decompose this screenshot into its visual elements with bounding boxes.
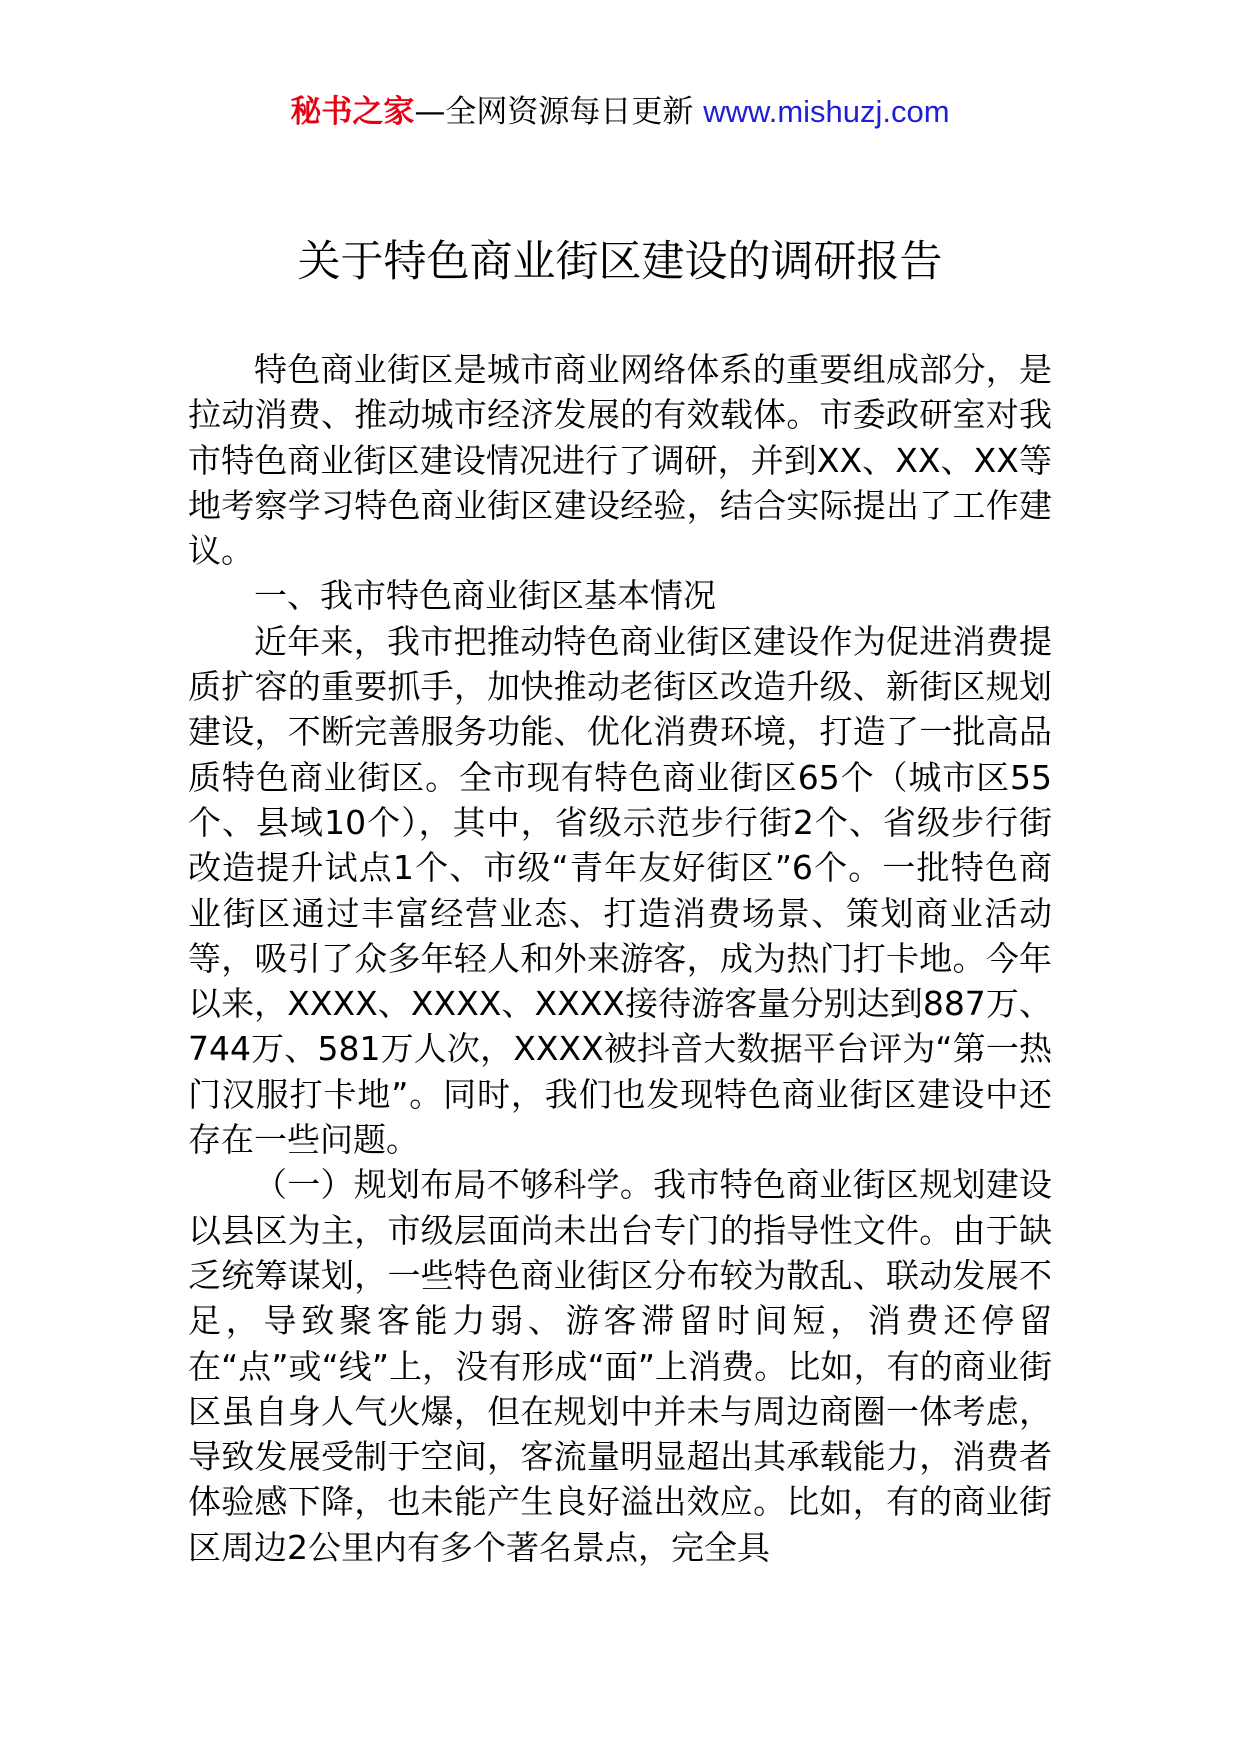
paragraph-overview: 近年来，我市把推动特色商业街区建设作为促进消费提质扩容的重要抓手，加快推动老街区改造升级、新街区规划建设，不断完善服务功能、优化消费环境，打造了一批高品质特色商业街区。全市现有特色商业街区65个（城市区55个、县域10个），其中，省级示范步行街2个、省级步行街改造提升试点1个、市级“青年友好街区”6个。一批特色商业街区通过丰富经营业态、打造消费场景、策划商业活动等，吸引了众多年轻人和外来游客，成为热门打卡地。今年以来，XXXX、XXXX、XXXX接待游客量分别达到887万、744万、581万人次，XXXX被抖音大数据平台评为“第一热门汉服打卡地”。同时，我们也发现特色商业街区建设中还存在一些问题。 (188, 621, 1052, 1160)
paragraph-issue-1: （一）规划布局不够科学。我市特色商业街区规划建设以县区为主，市级层面尚未出台专门的指导性文件。由于缺乏统筹谋划，一些特色商业街区分布较为散乱、联动发展不足，导致聚客能力弱、游客滞留时间短，消费还停留在“点”或“线”上，没有形成“面”上消费。比如，有的商业街区虽自身人气火爆，但在规划中并未与周边商圈一体考虑，导致发展受制于空间，客流量明显超出其承载能力，消费者体验感下降，也未能产生良好溢出效应。比如，有的商业街区周边2公里内有多个著名景点，完全具 (188, 1165, 1052, 1567)
site-brand: 秘书之家 (290, 94, 415, 130)
document-title: 关于特色商业街区建设的调研报告 (297, 237, 943, 287)
site-tagline: —全网资源每日更新 (414, 94, 694, 130)
document-body (188, 347, 1052, 1570)
site-header (0, 92, 1240, 132)
paragraph-intro: 特色商业街区是城市商业网络体系的重要组成部分，是拉动消费、推动城市经济发展的有效载体。市委政研室对我市特色商业街区建设情况进行了调研，并到XX、XX、XX等地考察学习特色商业街区建设经验，结合实际提出了工作建议。 (188, 350, 1052, 571)
section-heading-1: 一、我市特色商业街区基本情况 (254, 576, 716, 616)
site-url-link[interactable]: www.mishuzj.com (703, 94, 950, 129)
